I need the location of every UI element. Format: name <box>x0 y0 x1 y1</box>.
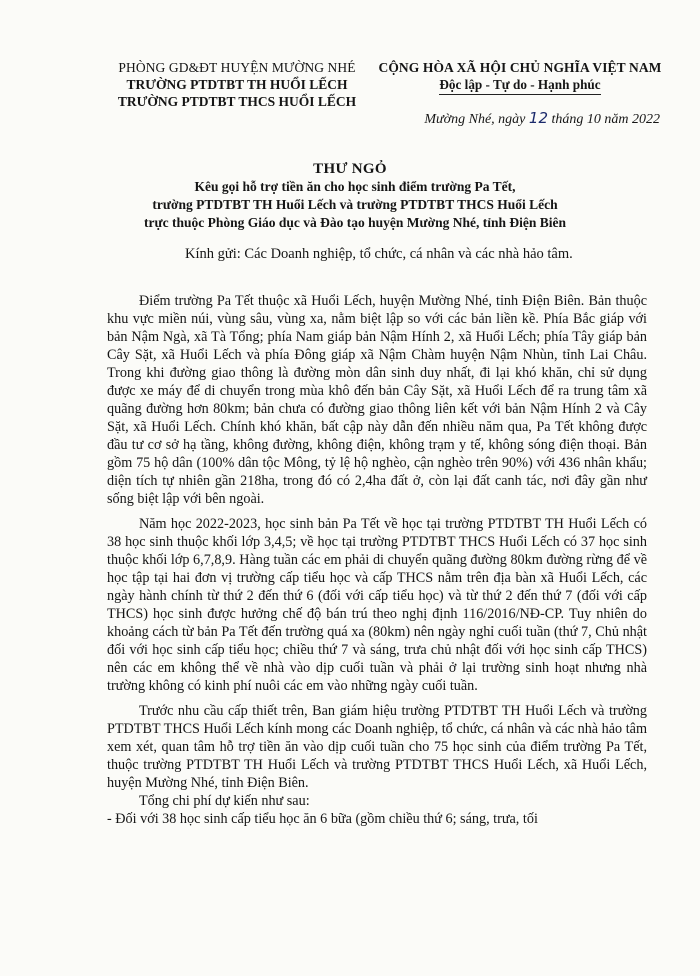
cost-intro: Tổng chi phí dự kiến như sau: <box>139 793 310 809</box>
subtitle-line: trực thuộc Phòng Giáo dục và Đào tạo huyện Mường Nhé, tỉnh Điện Biên <box>144 215 566 230</box>
body-paragraph: Năm học 2022-2023, học sinh bản Pa Tết về học tại trường PTDTBT TH Huổi Lếch có 38 học sinh thuộc khối lớp 3,4,5; về học tại trường PTDTBT THCS Huổi Lếch có 37 học sinh thuộc khối lớp 6,7,8,9. Hàng tuần các em phải di chuyển quãng đường 80km đường rừng để về học tập tại hai đơn vị trường cấp tiểu học và cấp THCS nằm trên địa bàn xã Huổi Lếch, các ngày hành chính từ thứ 2 đến thứ 6 (đối với cấp tiểu học) và từ thứ 2 đến thứ 7 (đối với cấp THCS) học sinh được hưởng chế độ bán trú theo nghị định 116/2016/NĐ-CP. Tuy nhiên do khoảng cách từ bản Pa Tết đến trường quá xa (80km) nên ngày nghỉ cuối tuần (thứ 7, Chủ nhật đối với học sinh cấp tiểu học; chiều thứ 7 và sáng, trưa chủ nhật đối với học sinh cấp THCS) nên các em không thể về nhà vào dịp cuối tuần và phải ở lại trường sinh hoạt nhưng nhà trường không có kinh phí nuôi các em vào những ngày cuối tuần. <box>107 516 647 694</box>
letter-body <box>107 292 647 828</box>
issuer-header <box>92 59 382 110</box>
body-paragraph: Trước nhu cầu cấp thiết trên, Ban giám hiệu trường PTDTBT TH Huổi Lếch và trường PTDTBT THCS Huổi Lếch kính mong các Doanh nghiệp, tổ chức, cá nhân và các nhà hảo tâm xem xét, quan tâm hỗ trợ tiền ăn vào dịp cuối tuần cho 75 học sinh của điểm trường Pa Tết, thuộc trường PTDTBT TH Huổi Lếch và trường PTDTBT THCS Huổi Lếch, xã Huổi Lếch, huyện Mường Nhé, tỉnh Điện Biên. <box>107 703 647 791</box>
national-title: CỘNG HÒA XÃ HỘI CHỦ NGHĨA VIỆT NAM <box>378 60 662 75</box>
subtitle-line: Kêu gọi hỗ trợ tiền ăn cho học sinh điểm trường Pa Tết, <box>194 179 516 194</box>
letter-title: THƯ NGỎ <box>313 161 387 177</box>
dateline-prefix: Mường Nhé, ngày <box>424 112 526 127</box>
body-paragraph: Điểm trường Pa Tết thuộc xã Huổi Lếch, huyện Mường Nhé, tỉnh Điện Biên. Bản thuộc khu vực miền núi, vùng sâu, vùng xa, nằm biệt lập so với các bản liền kề. Phía Bắc giáp với bản Nậm Ngà, xã Tà Tổng; phía Nam giáp bản Nậm Hính 2, xã Huổi Lếch; phía Tây giáp bản Cây Sặt, xã Huổi Lếch và phía Đông giáp xã Nậm Chàm huyện Nậm Nhùn, tỉnh Lai Châu. Trong khi đường giao thông là đường mòn dân sinh duy nhất, đi lại khó khăn, chỉ sử dụng được xe máy để di chuyển trong mùa khô đến bản Cây Sặt, xã Huổi Lếch để ra trung tâm xã quãng đường hơn 80km; bản chưa có đường giao thông liên kết với bản Nậm Hính 2 và Cây Sặt, xã Huổi Lếch. Chính khó khăn, bất cập này dẫn đến nhiều năm qua, Pa Tết không được đầu tư cơ sở hạ tầng, không đường, không điện, không trạm y tế, không sóng điện thoại. Bản gồm 75 hộ dân (100% dân tộc Mông, tỷ lệ hộ nghèo, cận nghèo trên 90%) với 436 nhân khẩu; diện tích tự nhiên gần 218ha, trong đó có 2,4ha đất ở, còn lại đất canh tác, nơi đây gần như sống biệt lập với bên ngoài. <box>107 293 647 507</box>
letter-subtitle <box>110 178 600 232</box>
national-motto: Độc lập - Tự do - Hạnh phúc <box>439 76 600 95</box>
dateline-suffix: tháng 10 năm 2022 <box>551 112 660 127</box>
dateline <box>360 109 660 128</box>
secondary-school-name: TRƯỜNG PTDTBT THCS HUỔI LẾCH <box>117 94 357 109</box>
subtitle-line: trường PTDTBT TH Huổi Lếch và trường PTDTBT THCS Huổi Lếch <box>152 197 558 212</box>
primary-school-name: TRƯỜNG PTDTBT TH HUỔI LẾCH <box>126 77 348 92</box>
national-header <box>350 59 690 95</box>
cost-bullet: - Đối với 38 học sinh cấp tiểu học ăn 6 bữa (gồm chiều thứ 6; sáng, trưa, tối <box>107 811 538 827</box>
dateline-day: 12 <box>528 109 548 127</box>
department-name: PHÒNG GD&ĐT HUYỆN MƯỜNG NHÉ <box>118 60 356 75</box>
salutation: Kính gửi: Các Doanh nghiệp, tổ chức, cá nhân và các nhà hảo tâm. <box>185 246 573 262</box>
